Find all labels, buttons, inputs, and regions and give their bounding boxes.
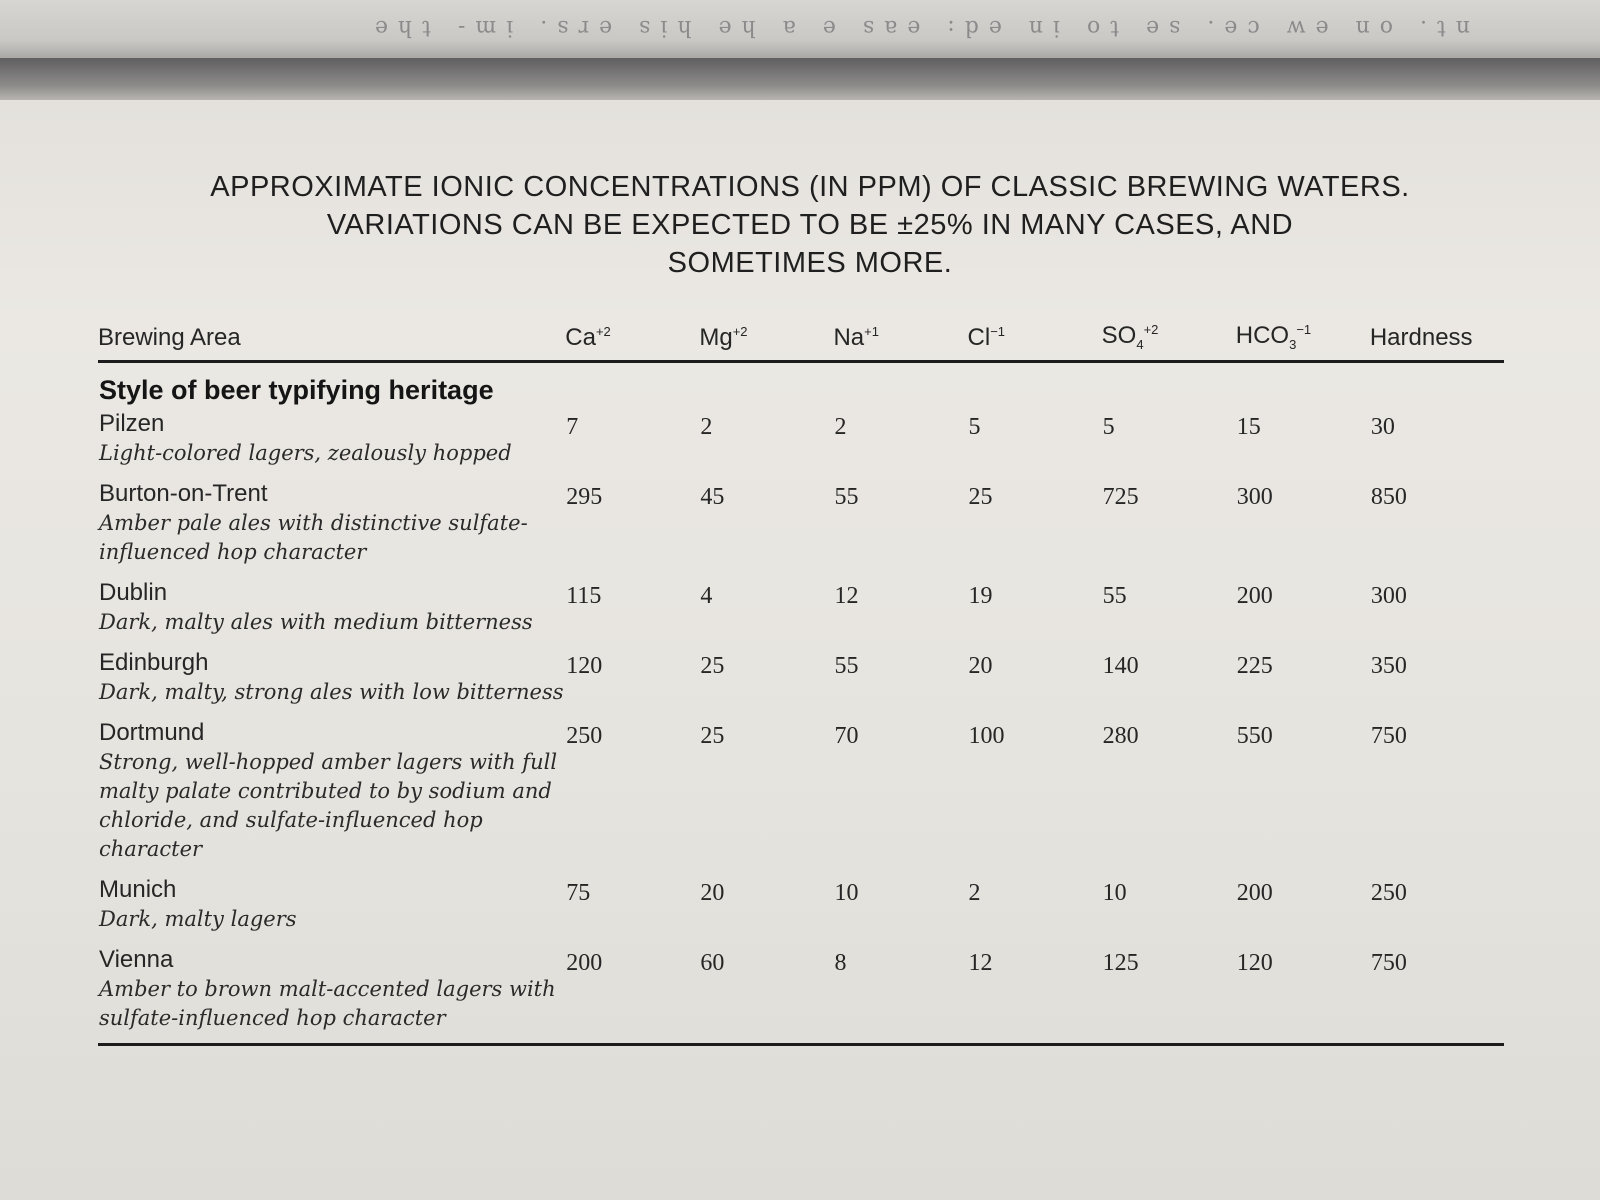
cl-value: 5 bbox=[968, 414, 981, 440]
table-row bbox=[98, 944, 1504, 1045]
header-na: $Na^{+1}$ bbox=[833, 312, 967, 362]
table-row bbox=[98, 577, 1504, 647]
beer-style-description: Dark, malty ales with medium bitterness bbox=[99, 610, 533, 634]
ca-value: 200 bbox=[566, 950, 603, 976]
ca-value: 115 bbox=[566, 583, 602, 609]
mg-value: 60 bbox=[700, 950, 725, 976]
header-brewing-area: Brewing Area bbox=[98, 312, 565, 362]
ionic-concentration-table bbox=[98, 312, 1504, 1048]
brewing-area-name: Pilzen bbox=[99, 410, 165, 437]
brewing-area-cell bbox=[98, 408, 565, 478]
cl-value: 25 bbox=[968, 484, 993, 510]
so4-value: 725 bbox=[1102, 484, 1139, 510]
hardness-value: 300 bbox=[1370, 583, 1407, 609]
table-row bbox=[98, 874, 1504, 944]
beer-style-description: Dark, malty lagers bbox=[99, 907, 297, 931]
hardness-value: 350 bbox=[1370, 653, 1407, 679]
beer-style-description: Strong, well-hopped amber lagers with full malty palate contributed to by sodium and chloride, and sulfate-influenced hop character bbox=[99, 750, 558, 861]
mg-value: 4 bbox=[700, 583, 713, 609]
table-row bbox=[98, 408, 1504, 478]
table-bottom-rule bbox=[98, 1045, 1504, 1049]
hco3-value: 550 bbox=[1236, 723, 1273, 749]
na-value: 55 bbox=[834, 653, 859, 679]
subheading-row bbox=[98, 362, 1504, 409]
header-so4: $SO_4^{+2}$ bbox=[1102, 312, 1236, 362]
mg-value: 25 bbox=[700, 723, 725, 749]
beer-style-description: Amber to brown malt-accented lagers with sulfate-influenced hop character bbox=[99, 977, 556, 1030]
caption-line-2: VARIATIONS CAN BE EXPECTED TO BE ±25% IN MANY CASES, AND bbox=[326, 209, 1294, 241]
mg-value: 20 bbox=[700, 880, 725, 906]
brewing-area-name: Munich bbox=[99, 876, 177, 903]
so4-value: 140 bbox=[1102, 653, 1139, 679]
brewing-area-cell bbox=[98, 647, 565, 717]
hardness-value: 250 bbox=[1370, 880, 1407, 906]
brewing-area-cell bbox=[98, 717, 565, 874]
caption-line-1: APPROXIMATE IONIC CONCENTRATIONS (IN PPM) OF CLASSIC BREWING WATERS. bbox=[210, 171, 1410, 203]
facing-page bbox=[0, 0, 1600, 58]
na-value: 12 bbox=[834, 583, 859, 609]
hardness-value: 30 bbox=[1370, 414, 1395, 440]
header-hardness: Hardness bbox=[1370, 312, 1504, 362]
cl-value: 19 bbox=[968, 583, 993, 609]
hardness-value: 750 bbox=[1370, 950, 1407, 976]
brewing-area-cell bbox=[98, 944, 565, 1045]
mg-value: 45 bbox=[700, 484, 725, 510]
header-hco3: $HCO_3^{-1}$ bbox=[1236, 312, 1370, 362]
so4-value: 55 bbox=[1102, 583, 1127, 609]
header-ca: $Ca^{+2}$ bbox=[565, 312, 699, 362]
hco3-value: 200 bbox=[1236, 880, 1273, 906]
hco3-value: 200 bbox=[1236, 583, 1273, 609]
brewing-area-name: Burton-on-Trent bbox=[99, 480, 268, 507]
na-value: 2 bbox=[834, 414, 847, 440]
ca-value: 7 bbox=[566, 414, 579, 440]
header-cl: $Cl^{-1}$ bbox=[968, 312, 1102, 362]
hco3-value: 225 bbox=[1236, 653, 1273, 679]
hardness-value: 850 bbox=[1370, 484, 1407, 510]
cl-value: 20 bbox=[968, 653, 993, 679]
brewing-area-name: Dortmund bbox=[99, 719, 205, 746]
ca-value: 250 bbox=[566, 723, 603, 749]
mg-value: 25 bbox=[700, 653, 725, 679]
brewing-area-name: Vienna bbox=[99, 946, 174, 973]
so4-value: 280 bbox=[1102, 723, 1139, 749]
table-caption bbox=[120, 168, 1500, 282]
beer-style-description: Dark, malty, strong ales with low bitterness bbox=[99, 680, 564, 704]
style-subheading: Style of beer typifying heritage bbox=[99, 375, 494, 405]
caption-line-3: SOMETIMES MORE. bbox=[667, 247, 953, 279]
beer-style-description: Light-colored lagers, zealously hopped bbox=[99, 441, 512, 465]
cl-value: 100 bbox=[968, 723, 1005, 749]
hco3-value: 300 bbox=[1236, 484, 1273, 510]
ca-value: 295 bbox=[566, 484, 603, 510]
brewing-area-cell bbox=[98, 478, 565, 577]
ca-value: 120 bbox=[566, 653, 603, 679]
brewing-area-cell bbox=[98, 874, 565, 944]
table-row bbox=[98, 478, 1504, 577]
na-value: 10 bbox=[834, 880, 859, 906]
facing-page-text: nt. on ew ce. se to in ed: eas e a he his ers. im- the bbox=[364, 15, 1470, 40]
hardness-value: 750 bbox=[1370, 723, 1407, 749]
na-value: 55 bbox=[834, 484, 859, 510]
header-mg: $Mg^{+2}$ bbox=[699, 312, 833, 362]
brewing-area-name: Dublin bbox=[99, 579, 168, 606]
header-row bbox=[98, 312, 1504, 362]
mg-value: 2 bbox=[700, 414, 713, 440]
table-row bbox=[98, 717, 1504, 874]
beer-style-description: Amber pale ales with distinctive sulfate-influenced hop character bbox=[99, 511, 528, 564]
na-value: 8 bbox=[834, 950, 847, 976]
brewing-area-cell bbox=[98, 577, 565, 647]
table-row bbox=[98, 647, 1504, 717]
na-value: 70 bbox=[834, 723, 859, 749]
hco3-value: 120 bbox=[1236, 950, 1273, 976]
cl-value: 2 bbox=[968, 880, 981, 906]
so4-value: 5 bbox=[1102, 414, 1115, 440]
ca-value: 75 bbox=[566, 880, 591, 906]
hco3-value: 15 bbox=[1236, 414, 1261, 440]
so4-value: 125 bbox=[1102, 950, 1139, 976]
so4-value: 10 bbox=[1102, 880, 1127, 906]
table-body bbox=[98, 408, 1504, 1045]
cl-value: 12 bbox=[968, 950, 993, 976]
brewing-area-name: Edinburgh bbox=[99, 649, 209, 676]
